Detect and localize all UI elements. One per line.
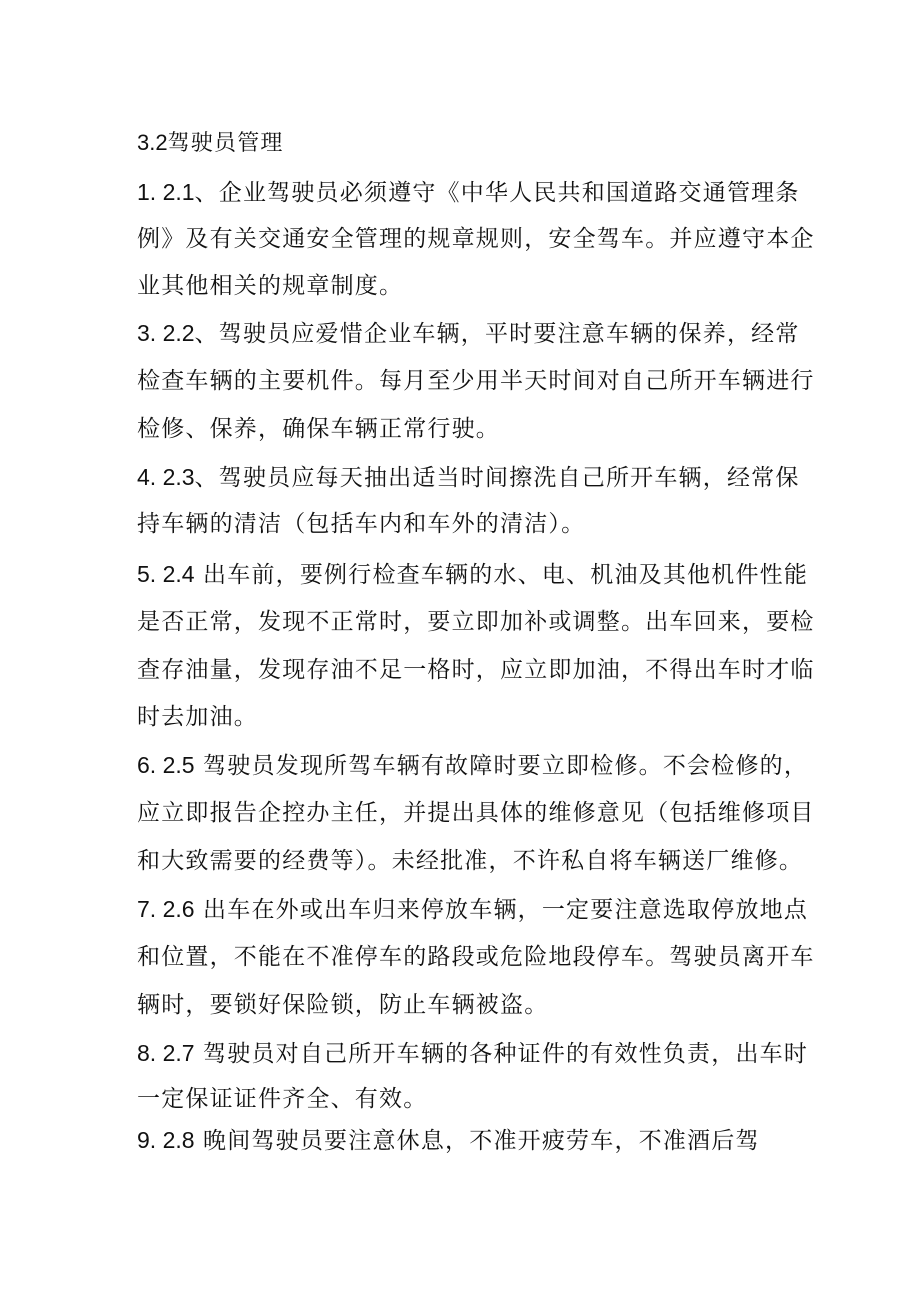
paragraph-line [137,224,815,254]
paragraph-line [137,366,815,396]
section-title: 驾驶员管理 [167,131,284,156]
paragraph-text: 一定保证证件齐全、有效。 [137,1086,428,1112]
paragraph-line [137,655,815,685]
paragraph-text: 检修、保养，确保车辆正常行驶。 [137,416,500,442]
paragraph-text: 查存油量，发现存油不足一格时，应立即加油，不得出车时才临 [137,657,815,683]
paragraph-line [137,1084,427,1114]
paragraph-line [137,990,548,1020]
item-number: 1. 2.1 [137,179,195,205]
paragraph-line [137,846,803,876]
paragraph-line [137,702,258,732]
paragraph-line [137,271,403,301]
paragraph-line [137,1038,808,1069]
paragraph-line [137,894,808,925]
paragraph-line [137,177,800,208]
item-number: 3. 2.2 [137,320,195,346]
paragraph-text: 和大致需要的经费等）。未经批准，不许私自将车辆送厂维修。 [137,848,804,874]
paragraph-text: 应立即报告企控办主任，并提出具体的维修意见（包括维修项目 [137,800,815,826]
section-heading [137,128,284,159]
item-number: 4. 2.3 [137,464,195,490]
item-number: 7. 2.6 [137,896,195,922]
paragraph-line [137,318,800,349]
paragraph-line [137,942,815,972]
paragraph-text: 驾驶员发现所驾车辆有故障时要立即检修。不会检修的， [194,753,809,779]
paragraph-text: 驾驶员对自己所开车辆的各种证件的有效性负责，出车时 [194,1041,809,1067]
paragraph-text: 、驾驶员应爱惜企业车辆，平时要注意车辆的保养，经常 [194,321,800,347]
paragraph-text: 是否正常，发现不正常时，要立即加补或调整。出车回来，要检 [137,609,815,635]
paragraph-text: 持车辆的清洁（包括车内和车外的清洁）。 [137,511,586,537]
paragraph-line [137,559,808,590]
paragraph-line [137,1125,760,1156]
paragraph-text: 和位置，不能在不准停车的路段或危险地段停车。驾驶员离开车 [137,944,815,970]
item-number: 6. 2.5 [137,752,195,778]
item-number: 5. 2.4 [137,561,195,587]
paragraph-text: 例》及有关交通安全管理的规章规则，安全驾车。并应遵守本企 [137,226,815,252]
section-number: 3.2 [137,130,168,155]
item-number: 8. 2.7 [137,1040,195,1066]
item-number: 9. 2.8 [137,1127,195,1153]
paragraph-text: 、企业驾驶员必须遵守《中华人民共和国道路交通管理条 [194,180,800,206]
paragraph-text: 出车前，要例行检查车辆的水、电、机油及其他机件性能 [194,562,809,588]
paragraph-line [137,509,585,539]
paragraph-text: 业其他相关的规章制度。 [137,273,404,299]
paragraph-line [137,462,800,493]
paragraph-text: 出车在外或出车归来停放车辆，一定要注意选取停放地点 [194,897,809,923]
paragraph-text: 时去加油。 [137,704,258,730]
paragraph-text: 晚间驾驶员要注意休息，不准开疲劳车，不准酒后驾 [194,1128,760,1154]
paragraph-line [137,750,808,781]
paragraph-text: 辆时，要锁好保险锁，防止车辆被盗。 [137,992,549,1018]
paragraph-text: 检查车辆的主要机件。每月至少用半天时间对自己所开车辆进行 [137,368,815,394]
paragraph-line [137,414,500,444]
paragraph-line [137,607,815,637]
paragraph-line [137,798,815,828]
paragraph-text: 、驾驶员应每天抽出适当时间擦洗自己所开车辆，经常保 [194,465,800,491]
